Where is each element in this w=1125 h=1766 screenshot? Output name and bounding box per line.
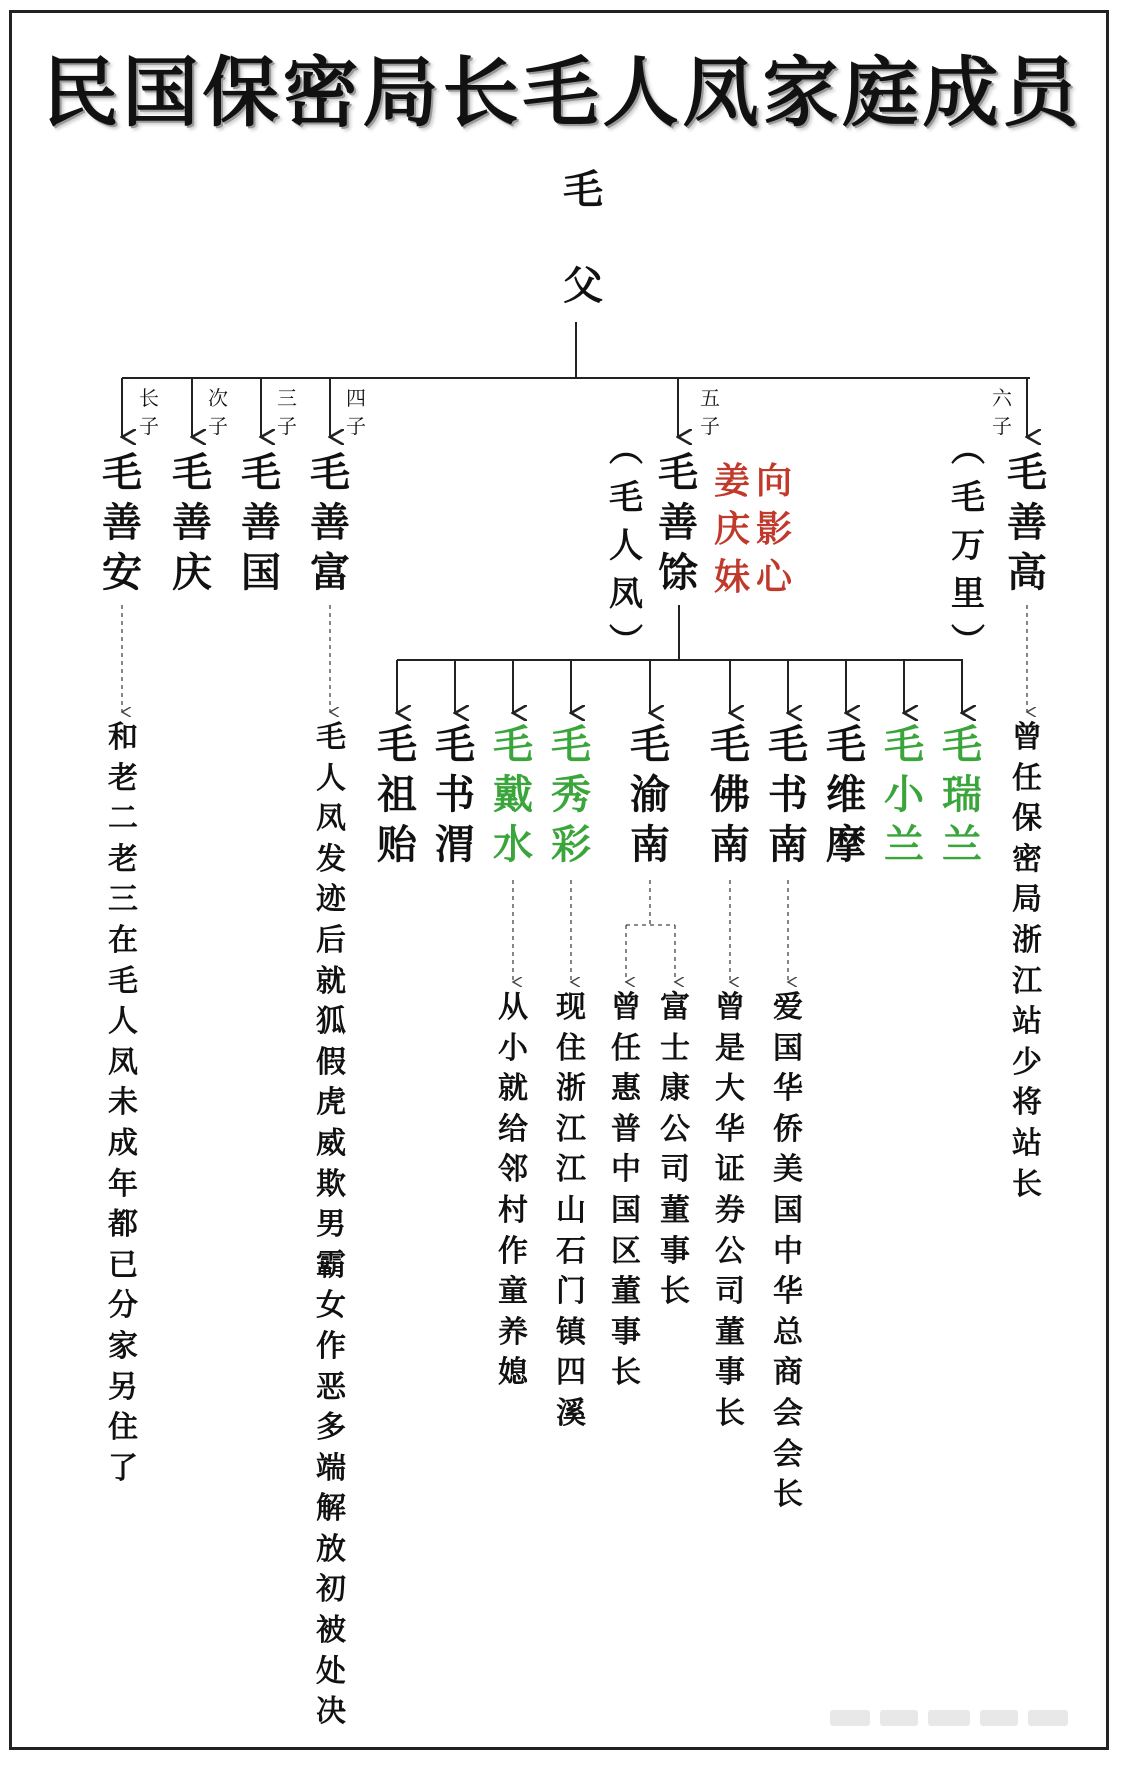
child-name: 毛 祖 贻 xyxy=(377,722,417,868)
son-order-label: 次 子 xyxy=(208,386,228,438)
note-fonan: 曾 是 大 华 证 券 公 司 董 事 长 xyxy=(715,990,745,1431)
son-name: 毛 善 庆 xyxy=(172,450,212,596)
son-order-label: 长 子 xyxy=(139,386,159,438)
page-title: 民国保密局长毛人凤家庭成员 xyxy=(42,48,1083,137)
note-yunan-foxconn: 富 士 康 公 司 董 事 长 xyxy=(660,990,690,1310)
daughter-name: 毛 瑞 兰 xyxy=(942,722,982,868)
alias-label: ︵ 毛 人 凤 ︶ xyxy=(609,430,643,662)
father-role: 父 xyxy=(563,263,603,309)
alias-label: ︵ 毛 万 里 ︶ xyxy=(951,430,985,662)
son-name: 毛 善 国 xyxy=(241,450,281,596)
child-name: 毛 书 南 xyxy=(768,722,808,868)
daughter-name: 毛 秀 彩 xyxy=(551,722,591,868)
son-order-label: 五 子 xyxy=(700,386,720,438)
note-shanfu: 毛 人 凤 发 迹 后 就 狐 假 虎 威 欺 男 霸 女 作 恶 多 端 解 放 初 被 处 决 xyxy=(316,720,346,1730)
son-name-mao-renfeng: 毛 善 馀 xyxy=(658,450,698,596)
wife-name: 向 影 心 xyxy=(755,461,792,598)
watermark-mark xyxy=(830,1704,1100,1732)
child-name: 毛 佛 南 xyxy=(710,722,750,868)
son-name: 毛 善 安 xyxy=(102,450,142,596)
son-order-label: 三 子 xyxy=(277,386,297,438)
father-surname: 毛 xyxy=(563,167,603,213)
son-name: 毛 善 富 xyxy=(310,450,350,596)
note-shanan: 和 老 二 老 三 在 毛 人 凤 未 成 年 都 已 分 家 另 住 了 xyxy=(108,720,138,1486)
child-name: 毛 书 渭 xyxy=(435,722,475,868)
note-xiucai: 现 住 浙 江 江 山 石 门 镇 四 溪 xyxy=(556,990,586,1431)
wife-name: 姜 庆 妹 xyxy=(713,461,750,598)
note-shangao: 曾 任 保 密 局 浙 江 站 少 将 站 长 xyxy=(1012,720,1042,1202)
father-node xyxy=(553,165,613,311)
note-shunan: 爱 国 华 侨 美 国 中 华 总 商 会 会 长 xyxy=(773,990,803,1513)
child-name: 毛 维 摩 xyxy=(826,722,866,868)
note-daishui: 从 小 就 给 邻 村 作 童 养 媳 xyxy=(498,990,528,1391)
son-name: 毛 善 高 xyxy=(1007,450,1047,596)
child-name: 毛 渝 南 xyxy=(630,722,670,868)
daughter-name: 毛 小 兰 xyxy=(884,722,924,868)
note-yunan-hp: 曾 任 惠 普 中 国 区 董 事 长 xyxy=(611,990,641,1391)
son-order-label: 四 子 xyxy=(346,386,366,438)
son-order-label: 六 子 xyxy=(992,386,1012,438)
daughter-name: 毛 戴 水 xyxy=(493,722,533,868)
